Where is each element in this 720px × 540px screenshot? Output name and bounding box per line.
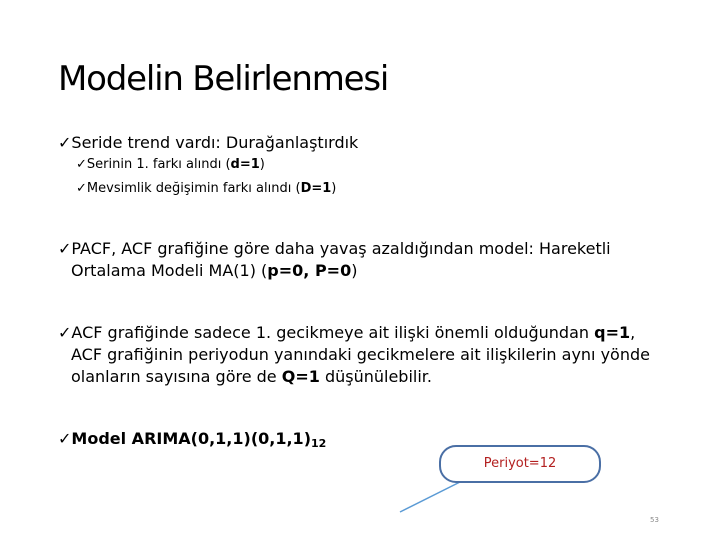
- bullet-acf-line2: ACF grafiğinin periyodun yanındaki gecikmelere ait ilişkilerin aynı yönde: [71, 345, 650, 364]
- checkmark-icon: ✓: [58, 323, 72, 342]
- page-number: 53: [650, 516, 659, 524]
- bullet-pacf-line2-prefix: Ortalama Modeli MA(1) (: [71, 261, 268, 280]
- checkmark-icon: ✓: [58, 133, 72, 152]
- bullet-acf-line3-suffix: düşünülebilir.: [319, 367, 432, 386]
- subbullet-seasonal-prefix: Mevsimlik değişimin farkı alındı (: [86, 181, 301, 196]
- checkmark-icon: ✓: [76, 157, 87, 172]
- subbullet-difference-prefix: Serinin 1. farkı alındı (: [86, 157, 231, 172]
- callout-label: Periyot=12: [483, 456, 557, 471]
- bullet-pacf-params: p=0, P=0: [267, 261, 352, 280]
- checkmark-icon: ✓: [58, 429, 72, 448]
- slide-title: Modelin Belirlenmesi: [58, 59, 389, 99]
- checkmark-icon: ✓: [58, 239, 72, 258]
- bullet-acf-line1-prefix: ACF grafiğinde sadece 1. gecikmeye ait ilişki önemli olduğundan: [71, 323, 595, 342]
- subbullet-difference-suffix: ): [259, 157, 265, 172]
- subbullet-seasonal-value: D=1: [300, 181, 332, 196]
- bullet-model-main: Model ARIMA(0,1,1)(0,1,1): [71, 429, 311, 448]
- bullet-acf-line3-prefix: olanların sayısına göre de: [71, 367, 282, 386]
- bullet-acf-Q: Q=1: [281, 367, 320, 386]
- bullet-pacf-line1-text: PACF, ACF grafiğine göre daha yavaş azaldığından model: Hareketli: [71, 239, 611, 258]
- bullet-acf-q: q=1: [594, 323, 631, 342]
- checkmark-icon: ✓: [76, 181, 87, 196]
- subbullet-difference-value: d=1: [230, 157, 260, 172]
- bullet-model-subscript: 12: [311, 437, 327, 450]
- bullet-acf-line1-suffix: ,: [630, 323, 636, 342]
- bullet-trend-text: Seride trend vardı: Durağanlaştırdık: [71, 133, 359, 152]
- bullet-pacf-line2-suffix: ): [351, 261, 358, 280]
- subbullet-seasonal-suffix: ): [331, 181, 337, 196]
